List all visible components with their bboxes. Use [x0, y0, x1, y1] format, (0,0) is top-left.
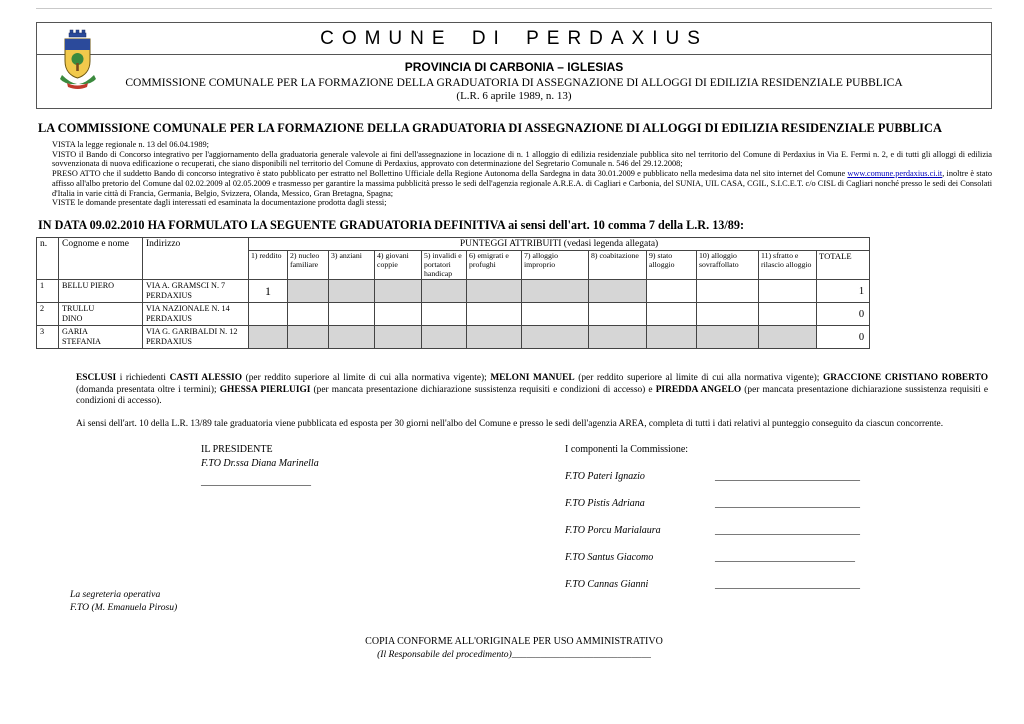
points-cell	[759, 326, 817, 349]
applicant-address	[143, 303, 249, 326]
member-name: F.TO Cannas Gianni	[565, 578, 649, 590]
row-number: 2	[37, 303, 59, 326]
secretary-label: La segreteria operativa	[70, 588, 161, 600]
name-line-1: GARIA	[62, 327, 88, 337]
president-signature-block	[201, 444, 319, 487]
address-line-1: VIA G. GARIBALDI N. 12	[146, 327, 238, 337]
row-number: 1	[37, 280, 59, 303]
premises-block	[52, 140, 992, 208]
member-signature-line: _____________________________	[715, 497, 860, 509]
address-line-2: PERDAXIUS	[146, 290, 192, 300]
col-header-n: n.	[37, 237, 59, 279]
applicant-address	[143, 280, 249, 303]
province-subtitle: PROVINCIA DI CARBONIA – IGLESIAS	[404, 60, 624, 74]
secretary-signature-block	[70, 588, 177, 614]
points-cell	[467, 303, 522, 326]
exclusions-paragraph	[76, 373, 988, 407]
committee-label: I componenti la Commissione:	[565, 443, 689, 455]
points-cell	[375, 303, 422, 326]
col-header-giovani-coppie: 4) giovani coppie	[375, 250, 422, 279]
col-header-nucleo-familiare: 2) nucleo familiare	[288, 250, 329, 279]
col-header-stato-alloggio: 9) stato alloggio	[647, 250, 697, 279]
applicant-name	[59, 303, 143, 326]
total-cell: 0	[817, 303, 870, 326]
commission-heading: LA COMMISSIONE COMUNALE PER LA FORMAZIONE DELLA GRADUATORIA DI ASSEGNAZIONE DI ALLOGGI DI EDILIZIA RESIDENZIALE PUBBLICA	[38, 121, 942, 135]
points-cell	[697, 280, 759, 303]
col-header-anziani: 3) anziani	[329, 250, 375, 279]
name-line-1: BELLU PIERO	[62, 281, 115, 291]
applicant-address	[143, 326, 249, 349]
exclusions-text: (per reddito superiore al limite di cui alla normativa vigente);	[574, 373, 823, 384]
col-header-address: Indirizzo	[143, 237, 249, 279]
commission-subtitle: COMMISSIONE COMUNALE PER LA FORMAZIONE DELLA GRADUATORIA DI ASSEGNAZIONE DI ALLOGGI DI EDILIZIA RESIDENZIALE PUBBLICA	[125, 77, 903, 89]
col-header-invalidi: 5) invalidi e portatori handicap	[422, 250, 467, 279]
law-reference: (L.R. 6 aprile 1989, n. 13)	[456, 90, 572, 102]
committee-member	[565, 471, 895, 482]
points-cell	[647, 326, 697, 349]
col-header-emigrati: 6) emigrati e profughi	[467, 250, 522, 279]
exclusions-text: (per reddito superiore al limite di cui alla normativa vigente);	[242, 373, 491, 384]
applicant-name	[59, 326, 143, 349]
committee-signature-block	[565, 444, 895, 590]
name-line-2: STEFANIA	[62, 336, 101, 346]
excluded-name: GHESSA PIERLUIGI	[219, 384, 311, 395]
points-cell	[647, 303, 697, 326]
member-name: F.TO Santus Giacomo	[565, 551, 654, 563]
points-cell	[422, 326, 467, 349]
premise-preso-atto-text-after: , inoltre è stato affisso all'albo pretorio del Comune dal 02.02.2009 al 02.05.2009 e trasmesso per garantire la massima pubblicità presso le sedi dell'agenzia regionale A.R.E.A. di Cagliari e Carbonia, del SUNIA, UIL CASA, CGIL, S.I.C.E.T. c/o CISL di Cagliari nonché presso le sedi dei Consolati d'Italia in varie città di Francia, Germania, Belgio, Svizzera, Olanda, Messico, Gran Bretagna, Spagna;	[52, 169, 992, 198]
points-cell	[422, 280, 467, 303]
president-title: IL PRESIDENTE	[201, 443, 273, 455]
member-signature-line: _____________________________	[715, 524, 860, 536]
copy-statement: COPIA CONFORME ALL'ORIGINALE PER USO AMMINISTRATIVO	[365, 635, 663, 647]
president-name: F.TO Dr.ssa Diana Marinella	[201, 457, 319, 469]
member-signature-line: _____________________________	[715, 578, 860, 590]
points-cell	[329, 280, 375, 303]
municipality-title: COMUNE DI PERDAXIUS	[37, 23, 991, 55]
name-line-1: TRULLU	[62, 304, 95, 314]
col-header-sovraffollato: 10) alloggio sovraffollato	[697, 250, 759, 279]
points-cell	[467, 280, 522, 303]
col-header-alloggio-improprio: 7) alloggio improprio	[522, 250, 589, 279]
ranking-table	[36, 237, 870, 349]
excluded-name: PIREDDA ANGELO	[655, 384, 742, 395]
name-line-2: DINO	[62, 313, 83, 323]
points-cell	[422, 303, 467, 326]
points-cell	[329, 303, 375, 326]
exclusions-text: (per mancata presentazione dichiarazione sussistenza requisiti e condizioni di accesso).	[76, 384, 988, 407]
exclusions-text: (per mancata presentazione dichiarazione sussistenza requisiti e condizioni di accesso) e	[310, 384, 656, 395]
points-cell	[647, 280, 697, 303]
address-line-1: VIA A. GRAMSCI N. 7	[146, 281, 226, 291]
signatures-section	[36, 436, 992, 626]
secretary-name: F.TO (M. Emanuela Pirosu)	[70, 601, 178, 613]
publication-notice: Ai sensi dell'art. 10 della L.R. 13/89 tale graduatoria viene pubblicata ed esposta per 30 giorni nell'albo del Comune e presso le sedi dell'agenzia AREA, completa di tutti i dati relativi al punteggio conseguito da ciascun concorrente.	[76, 418, 944, 429]
premise-viste: VISTE le domande presentate dagli interessati ed esaminata la documentazione prodotta dagli stessi;	[52, 198, 387, 208]
document-footer	[36, 636, 992, 660]
table-row-1	[37, 280, 870, 303]
excluded-name: GRACCIONE CRISTIANO ROBERTO	[822, 373, 988, 384]
responsible-signature-line: (Il Responsabile del procedimento)_____________________________	[377, 648, 651, 660]
table-row-3	[37, 326, 870, 349]
excluded-name: MELONI MANUEL	[490, 373, 575, 384]
col-header-totale: TOTALE	[817, 250, 870, 279]
total-cell: 1	[817, 280, 870, 303]
points-cell	[249, 303, 288, 326]
premise-preso-atto	[52, 169, 992, 198]
premise-vista: VISTA la legge regionale n. 13 del 06.04.1989;	[52, 140, 209, 149]
col-header-name: Cognome e nome	[59, 237, 143, 279]
document-header	[36, 22, 992, 109]
member-signature-line: ____________________________	[715, 551, 855, 563]
points-cell	[589, 326, 647, 349]
address-line-2: PERDAXIUS	[146, 313, 192, 323]
col-header-points-group: PUNTEGGI ATTRIBUITI (vedasi legenda allegata)	[249, 237, 870, 250]
points-cell	[288, 280, 329, 303]
row-number: 3	[37, 326, 59, 349]
points-cell	[589, 303, 647, 326]
member-name: F.TO Pistis Adriana	[565, 497, 645, 509]
committee-member	[565, 525, 895, 536]
points-cell	[759, 303, 817, 326]
member-signature-line: _____________________________	[715, 470, 860, 482]
col-header-sfratto: 11) sfratto e rilascio alloggio	[759, 250, 817, 279]
applicant-name	[59, 280, 143, 303]
points-cell-reddito: 1	[249, 280, 288, 303]
points-cell	[467, 326, 522, 349]
exclusions-text: i richiedenti	[116, 373, 170, 384]
points-cell	[288, 303, 329, 326]
coat-of-arms-graphic	[59, 29, 97, 89]
points-cell	[697, 303, 759, 326]
col-header-coabitazione: 8) coabitazione	[589, 250, 647, 279]
exclusions-text: (domanda presentata oltre i termini);	[76, 384, 220, 395]
page-top-rule	[36, 8, 992, 9]
president-signature-line: ______________________	[201, 475, 311, 487]
committee-member	[565, 552, 895, 563]
points-cell	[249, 326, 288, 349]
col-header-reddito: 1) reddito	[249, 250, 288, 279]
points-cell	[329, 326, 375, 349]
table-header-row-1	[37, 237, 870, 250]
points-cell	[589, 280, 647, 303]
points-cell	[375, 280, 422, 303]
points-cell	[288, 326, 329, 349]
committee-member	[565, 498, 895, 509]
premise-preso-atto-text: PRESO ATTO che il suddetto Bando di concorso integrativo è stato pubblicato per estratto nel Bollettino Ufficiale della Regione Autonoma della Sardegna in data 30.01.2009 e pubblicato nella medesima data nel sito internet del Comune	[52, 169, 848, 179]
premise-visto: VISTO il Bando di Concorso integrativo per l'aggiornamento della graduatoria generale valevole ai fini dell'assegnazione in locazione di n. 1 alloggio di edilizia residenziale pubblica sito nel territorio del Comune di Perdaxius in Via E. Fermi n. 2, e di tutti gli alloggi di edilizia sovvenzionata di nuova edificazione o recuperati, che siano disponibili nel territorio del Comune di Perdaxius, approvato con determinazione del Segretario Comunale n. 546 del 29.12.2008;	[52, 149, 992, 169]
formulation-heading: IN DATA 09.02.2010 HA FORMULATO LA SEGUENTE GRADUATORIA DEFINITIVA ai sensi dell'art. 10 comma 7 della L.R. 13/89:	[38, 217, 745, 232]
total-cell: 0	[817, 326, 870, 349]
points-cell	[759, 280, 817, 303]
points-cell	[522, 280, 589, 303]
committee-member	[565, 579, 895, 590]
comune-website-link[interactable]: www.comune.perdaxius.ci.it	[847, 169, 943, 179]
points-cell	[522, 326, 589, 349]
address-line-2: PERDAXIUS	[146, 336, 192, 346]
municipal-coat-of-arms-icon	[59, 29, 97, 94]
table-row-2	[37, 303, 870, 326]
member-name: F.TO Pateri Ignazio	[565, 470, 645, 482]
member-name: F.TO Porcu Marialaura	[565, 524, 661, 536]
address-line-1: VIA NAZIONALE N. 14	[146, 304, 230, 314]
points-cell	[697, 326, 759, 349]
exclusions-keyword: ESCLUSI	[76, 373, 117, 384]
points-cell	[375, 326, 422, 349]
points-cell	[522, 303, 589, 326]
excluded-name: CASTI ALESSIO	[169, 373, 242, 384]
